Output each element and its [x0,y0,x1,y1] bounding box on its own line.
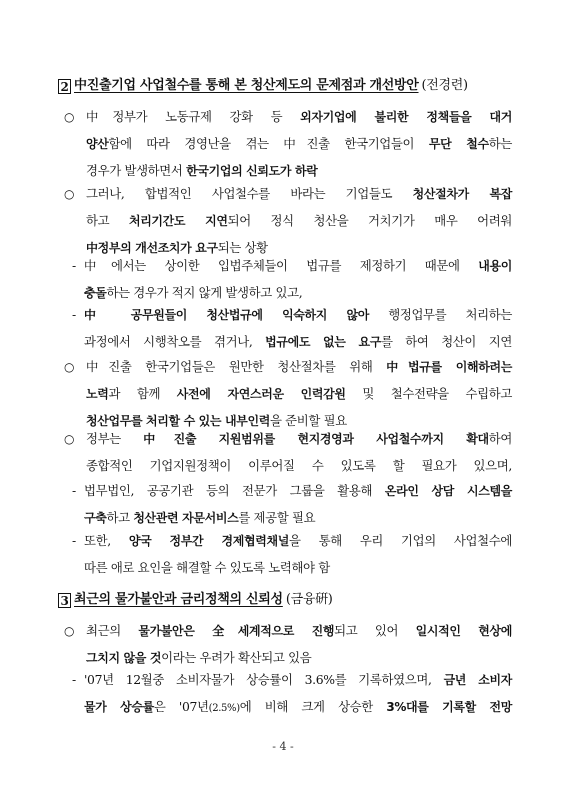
circle-bullet-item [64,104,512,184]
dash-bullet-icon: - [72,307,76,322]
paragraph-text: 법무법인, 공공기관 등의 전문가 그룹을 활용해 온라인 상담 시스템을 구축하고 청산관련 자문서비스를 제공할 필요 [84,483,512,525]
page-number: - 4 - [272,740,294,753]
dash-bullet-item [72,253,512,307]
circle-bullet-item [64,426,512,480]
dash-bullet-item [72,528,512,582]
paragraph-text: 최근의 물가불안은 全세계적으로 진행되고 있어 일시적인 현상에 그치지 않을 것이라는 우려가 확산되고 있음 [86,623,512,665]
circle-bullet-item [64,354,512,434]
section-heading-3 [58,591,333,609]
section-number-box: 3 [58,593,71,608]
paragraph-text: 정부는 中진출 지원범위를 현지경영과 사업철수까지 확대하여 종합적인 기업지원정책이 이루어질 수 있도록 할 필요가 있으며, [86,431,512,473]
circle-bullet-icon: ○ [64,624,75,638]
section-heading-2 [58,77,468,95]
circle-bullet-item [64,618,512,672]
dash-bullet-icon: - [72,672,76,687]
circle-bullet-icon: ○ [64,187,75,201]
paragraph-text: 中에서는 상이한 입법주체들이 법규를 제정하기 때문에 내용이 충돌하는 경우가 적지 않게 발생하고 있고, [84,258,512,300]
dash-bullet-item [72,478,512,532]
paragraph-text: 또한, 양국 정부간 경제협력채널을 통해 우리 기업의 사업철수에 따른 애로 요인을 해결할 수 있도록 노력해야 함 [84,533,512,575]
circle-bullet-icon: ○ [64,432,75,446]
dash-bullet-icon: - [72,533,76,548]
dash-bullet-icon: - [72,258,76,273]
section-title: 中진출기업 사업철수를 통해 본 청산제도의 문제점과 개선방안 [74,78,419,93]
paragraph-text: 中 공무원들이 청산법규에 익숙하지 않아 행정업무를 처리하는 과정에서 시행착오를 겪거나, 법규에도 없는 요구를 하여 청산이 지연 [84,307,512,349]
dash-bullet-item [72,667,512,721]
paragraph-text: 中진출 한국기업들은 원만한 청산절차를 위해 中법규를 이해하려는 노력과 함께 사전에 자연스러운 인력감원 및 철수전략을 수립하고 청산업무를 처리할 수 있는 내부인력을 준비할 필요 [86,359,513,428]
circle-bullet-icon: ○ [64,360,75,374]
paragraph-text: '07년 12월중 소비자물가 상승률이 3.6%를 기록하였으며, 금년 소비자 물가 상승률은 '07년(2.5%)에 비해 크게 상승한 3%대를 기록할 전망 [84,672,513,714]
paragraph-text: 中정부가 노동규제 강화 등 외자기업에 불리한 정책들을 대거 양산함에 따라 경영난을 겪는 中진출 한국기업들이 무단 철수하는 경우가 발생하면서 한국기업의 신뢰도가 하락 [86,109,512,178]
circle-bullet-item [64,181,512,261]
dash-bullet-icon: - [72,483,76,498]
section-number-box: 2 [58,79,71,94]
dash-bullet-item [72,302,512,356]
section-department: (금융硏) [285,592,333,607]
circle-bullet-icon: ○ [64,110,75,124]
section-department: (전경련) [421,78,468,93]
section-title: 최근의 물가불안과 금리정책의 신뢰성 [74,592,283,607]
paragraph-text: 그러나, 합법적인 사업철수를 바라는 기업들도 청산절차가 복잡 하고 처리기간도 지연되어 정식 청산을 거치기가 매우 어려워 中정부의 개선조치가 요구되는 상황 [86,186,513,255]
